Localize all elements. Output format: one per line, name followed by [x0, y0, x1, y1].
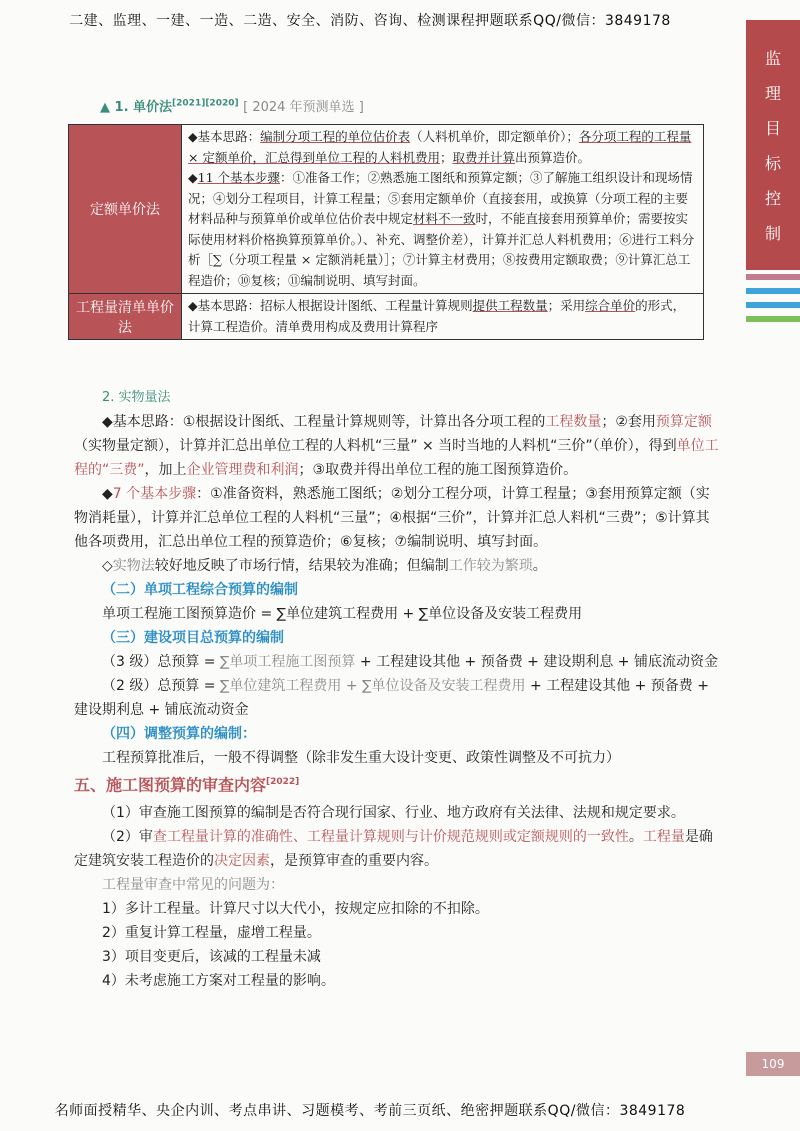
list-item: 2）重复计算工程量，虚增工程量。 [102, 925, 321, 942]
color-strip [746, 274, 800, 280]
list-item: 3）项目变更后，该减的工程量未减 [102, 949, 321, 966]
section-title-unit-price: ▲ 1. 单价法[2021][2020] [ 2024 年预测单选 ] [100, 98, 364, 115]
subsection-title: （三）建设项目总预算的编制 [102, 630, 284, 646]
color-strip [746, 316, 800, 322]
row-label: 定额单价法 [69, 125, 182, 294]
row-label: 工程量清单单价法 [69, 294, 182, 340]
paragraph: （1）审查施工图预算的编制是否符合现行国家、行业、地方政府有关法律、法规和规定要求。 [102, 805, 685, 822]
paragraph: ◆7 个基本步骤：①准备资料，熟悉施工图纸；②划分工程分项，计算工程量；③套用预算定额（实物消耗量），计算并汇总单位工程的人料机“三量”；④根据“三价”，计算并汇总人料机“三费”；⑤计算其他各项费用，汇总出单位工程的预算造价；⑥复核；⑦编制说明、填写封面。 [74, 486, 710, 550]
formula: 单项工程施工图预算造价 = ∑单位建筑工程费用 + ∑单位设备及安装工程费用 [102, 606, 583, 622]
subsection-title: （二）单项工程综合预算的编制 [102, 582, 298, 598]
sidebar-char: 制 [764, 224, 781, 243]
color-strip [746, 288, 800, 294]
header-banner: 二建、监理、一建、一造、二造、安全、消防、咨询、检测课程押题联系QQ/微信：3849178 [69, 13, 671, 29]
main-body [74, 386, 720, 993]
row-content: ◆基本思路：招标人根据设计图纸、工程量计算规则提供工程数量；采用综合单价的形式，计算工程造价。清单费用构成及费用计算程序 [182, 294, 704, 340]
row-content: ◆基本思路：编制分项工程的单位估价表（人料机单价，即定额单价）；各分项工程的工程量 × 定额单价，汇总得到单位工程的人料机费用；取费并计算出预算造价。 ◆11 个基本步骤：①准备工作；②熟悉施工图纸和预算定额；③了解施工组织设计和现场情况；④划分工程项目，计算工程量；⑤套用定额单价（直接套用，或换算（分项工程的主要材料品种与预算单价或单位估价表中规定材料不一致时，不能直接套用预算单价；需要按实际使用材料价格换算预算单价。）、补充、调整价差），计算并汇总人料机费用；⑥进行工料分析［∑（分项工程量 × 定额消耗量）］；⑦计算主材费用；⑧按费用定额取费；⑨计算汇总工程造价；⑩复核；⑪编制说明、填写封面。 [182, 125, 704, 294]
list-item: 1）多计工程量。计算尺寸以大代小，按规定应扣除的不扣除。 [102, 901, 489, 918]
paragraph: （2）审查工程量计算的准确性、工程量计算规则与计价规范规则或定额规则的一致性。工程量是确定建筑安装工程造价的决定因素，是预算审查的重要内容。 [74, 829, 713, 870]
page-number: 109 [746, 1052, 800, 1076]
section-title-review: 五、施工图预算的审查内容[2022] [74, 775, 300, 795]
paragraph: ◇实物法较好地反映了市场行情，结果较为准确；但编制工作较为繁琐。 [102, 558, 547, 574]
method-table [68, 124, 704, 340]
sidebar-char: 控 [764, 189, 781, 208]
color-strip [746, 302, 800, 308]
section-title-physical: 2. 实物量法 [102, 390, 171, 405]
paragraph: 工程预算批准后，一般不得调整（除非发生重大设计变更、政策性调整及不可抗力） [102, 750, 620, 766]
table-row [69, 125, 704, 294]
sidebar-char: 理 [764, 84, 781, 103]
sidebar-char: 目 [764, 119, 781, 138]
sidebar-char: 标 [764, 154, 781, 173]
formula: （3 级）总预算 = ∑单项工程施工图预算 + 工程建设其他 + 预备费 + 建设期利息 + 铺底流动资金 [102, 654, 718, 670]
list-title: 工程量审查中常见的问题为： [102, 877, 284, 894]
list-item: 4）未考虑施工方案对工程量的影响。 [102, 973, 335, 990]
formula: （2 级）总预算 = ∑单位建筑工程费用 + ∑单位设备及安装工程费用 + 工程建设其他 + 预备费 + 建设期利息 + 铺底流动资金 [74, 678, 709, 718]
footer-banner: 名师面授精华、央企内训、考点串讲、习题模考、考前三页纸、绝密押题联系QQ/微信：3849178 [54, 1103, 686, 1119]
subsection-title: （四）调整预算的编制： [102, 726, 256, 742]
chapter-sidebar [746, 20, 800, 270]
table-row [69, 294, 704, 340]
paragraph: ◆基本思路：①根据设计图纸、工程量计算规则等，计算出各分项工程的工程数量；②套用预算定额（实物量定额），计算并汇总出单位工程的人料机“三量” × 当时当地的人料机“三价”（单价），得到单位工程的“三费”，加上企业管理费和利润；③取费并得出单位工程的施工图预算造价。 [74, 414, 719, 478]
sidebar-char: 监 [764, 49, 781, 68]
